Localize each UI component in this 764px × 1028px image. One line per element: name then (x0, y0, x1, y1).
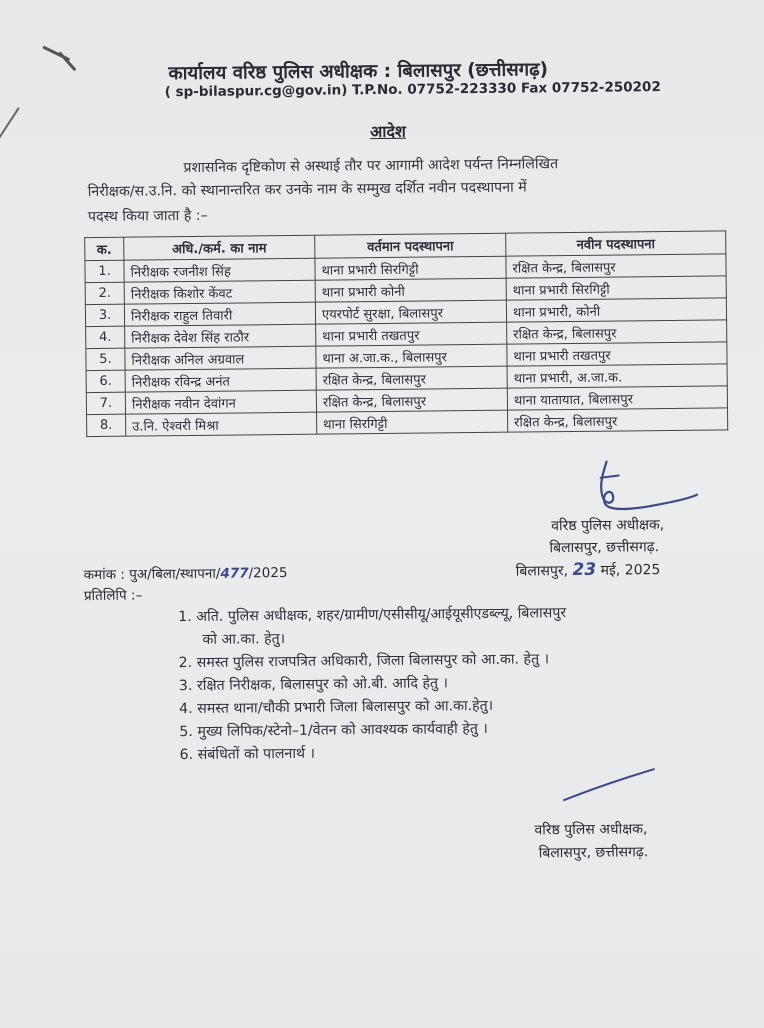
handwritten-signature-1 (593, 459, 704, 520)
signature-1-location: बिलासपुर, छत्तीसगढ़. (549, 539, 660, 557)
order-paragraph-line-3: पदस्थ किया जाता है :– (87, 207, 208, 226)
cell-serial: 4. (86, 326, 125, 348)
reference-handwritten-number: 477 (220, 565, 249, 582)
date-place: बिलासपुर, (515, 563, 569, 580)
copy-item-text: संबंधितों को पालनार्थ । (197, 745, 316, 763)
cell-current-posting: एयरपोर्ट सुरक्षा, बिलासपुर (315, 300, 506, 324)
order-paragraph-line-2: निरीक्षक/स.उ.नि. को स्थानान्तरित कर उनके नाम के सम्मुख दर्शित नवीन पदस्थापना में (87, 179, 527, 201)
cell-serial: 5. (86, 348, 125, 370)
cell-name: निरीक्षक देवेश सिंह राठौर (125, 324, 316, 348)
cell-current-posting: रक्षित केन्द्र, बिलासपुर (316, 366, 507, 390)
cell-serial: 3. (85, 304, 124, 326)
signature-1-designation: वरिष्ठ पुलिस अधीक्षक, (551, 517, 665, 535)
header-new-posting: नवीन पदस्थापना (506, 231, 726, 256)
signature-2-location: बिलासपुर, छत्तीसगढ़. (538, 844, 649, 862)
paper-edge-mark-icon (0, 102, 27, 142)
cell-serial: 8. (87, 414, 126, 436)
copy-item-number: 1. (178, 609, 192, 626)
cell-name: निरीक्षक रजनीश सिंह (124, 258, 315, 282)
cell-new-posting: रक्षित केन्द्र, बिलासपुर (506, 254, 726, 278)
copy-to-list (178, 602, 568, 767)
reference-prefix: कमांक : पुअ/बिला/स्थापना/ (83, 565, 221, 584)
handwritten-signature-2 (560, 765, 660, 806)
office-contact: ( sp-bilaspur.cg@gov.in) T.P.No. 07752-223330 Fax 07752-250202 (164, 79, 661, 101)
list-item (179, 740, 567, 767)
list-item (178, 602, 567, 652)
cell-current-posting: थाना प्रभारी कोनी (315, 278, 506, 302)
cell-name: निरीक्षक किशोर केंवट (124, 280, 315, 304)
reference-number (84, 563, 288, 583)
cell-new-posting: थाना प्रभारी तखतपुर (507, 342, 727, 366)
reference-date (516, 559, 661, 581)
cell-current-posting: थाना प्रभारी सिरगिट्टी (315, 256, 506, 280)
copy-item-number: 6. (179, 746, 194, 764)
copy-item-number: 2. (178, 655, 193, 672)
cell-name: निरीक्षक राहुल तिवारी (124, 302, 315, 326)
cell-new-posting: थाना यातायात, बिलासपुर (507, 386, 727, 410)
cell-serial: 2. (85, 282, 124, 304)
list-item (179, 648, 567, 675)
copy-item-text: मुख्य लिपिक/स्टेनो–1/वेतन को आवश्यक कार्यवाही हेतु । (197, 720, 488, 740)
cell-current-posting: थाना अ.जा.क., बिलासपुर (316, 344, 507, 368)
copy-item-text: समस्त थाना/चौकी प्रभारी जिला बिलासपुर को आ.का.हेतु। (197, 697, 494, 717)
cell-name: निरीक्षक अनिल अग्रवाल (125, 346, 316, 370)
cell-new-posting: थाना प्रभारी सिरगिट्टी (506, 276, 726, 300)
cell-current-posting: थाना सिरगिट्टी (317, 410, 508, 434)
cell-new-posting: रक्षित केन्द्र, बिलासपुर (508, 408, 728, 432)
copy-item-number: 3. (178, 678, 193, 695)
header-current-posting: वर्तमान पदस्थापना (315, 233, 506, 258)
date-handwritten-day: 23 (572, 559, 597, 581)
cell-current-posting: रक्षित केन्द्र, बिलासपुर (316, 388, 507, 412)
cell-new-posting: रक्षित केन्द्र, बिलासपुर (507, 320, 727, 344)
cell-serial: 1. (85, 260, 124, 282)
copy-item-number: 4. (179, 700, 193, 718)
copy-item-text: समस्त पुलिस राजपत्रित अधिकारी, जिला बिलासपुर को आ.का. हेतु । (196, 651, 550, 671)
copy-item-number: 5. (179, 723, 193, 741)
cell-serial: 6. (86, 370, 125, 392)
cell-current-posting: थाना प्रभारी तखतपुर (316, 322, 507, 346)
date-month-year: मई, 2025 (600, 562, 661, 579)
reference-suffix: /2025 (248, 564, 288, 582)
header-serial: क. (85, 237, 124, 260)
cell-name: निरीक्षक नवीन देवांगन (125, 390, 316, 414)
cell-new-posting: थाना प्रभारी, अ.जा.क. (507, 364, 727, 388)
cell-name: निरीक्षक रविन्द्र अनंत (125, 368, 316, 392)
cell-name: उ.नि. ऐश्वरी मिश्रा (126, 412, 317, 436)
cell-serial: 7. (86, 392, 125, 414)
copy-item-text: अति. पुलिस अधीक्षक, शहर/ग्रामीण/एसीसीयू/आईयूसीएडब्ल्यू, बिलासपुर (196, 605, 567, 625)
office-title: कार्यालय वरिष्ठ पुलिस अधीक्षक : बिलासपुर (छत्तीसगढ़) (168, 59, 549, 85)
staple-mark-icon (38, 41, 82, 75)
copy-item-continuation: को आ.का. हेतु। (202, 631, 286, 648)
header-name: अधि./कर्म. का नाम (124, 235, 315, 260)
order-paragraph-line-1: प्रशासनिक दृष्टिकोण से अस्थाई तौर पर आगामी आदेश पर्यन्त निम्नलिखित (183, 156, 559, 177)
transfer-table (84, 230, 728, 437)
order-title: आदेश (369, 121, 406, 142)
signature-2-designation: वरिष्ठ पुलिस अधीक्षक, (534, 821, 648, 839)
copy-to-heading: प्रतिलिपि :– (83, 587, 143, 605)
copy-item-text: रक्षित निरीक्षक, बिलासपुर को ओ.बी. आदि हेतु । (196, 675, 449, 694)
cell-new-posting: थाना प्रभारी, कोनी (506, 298, 726, 322)
